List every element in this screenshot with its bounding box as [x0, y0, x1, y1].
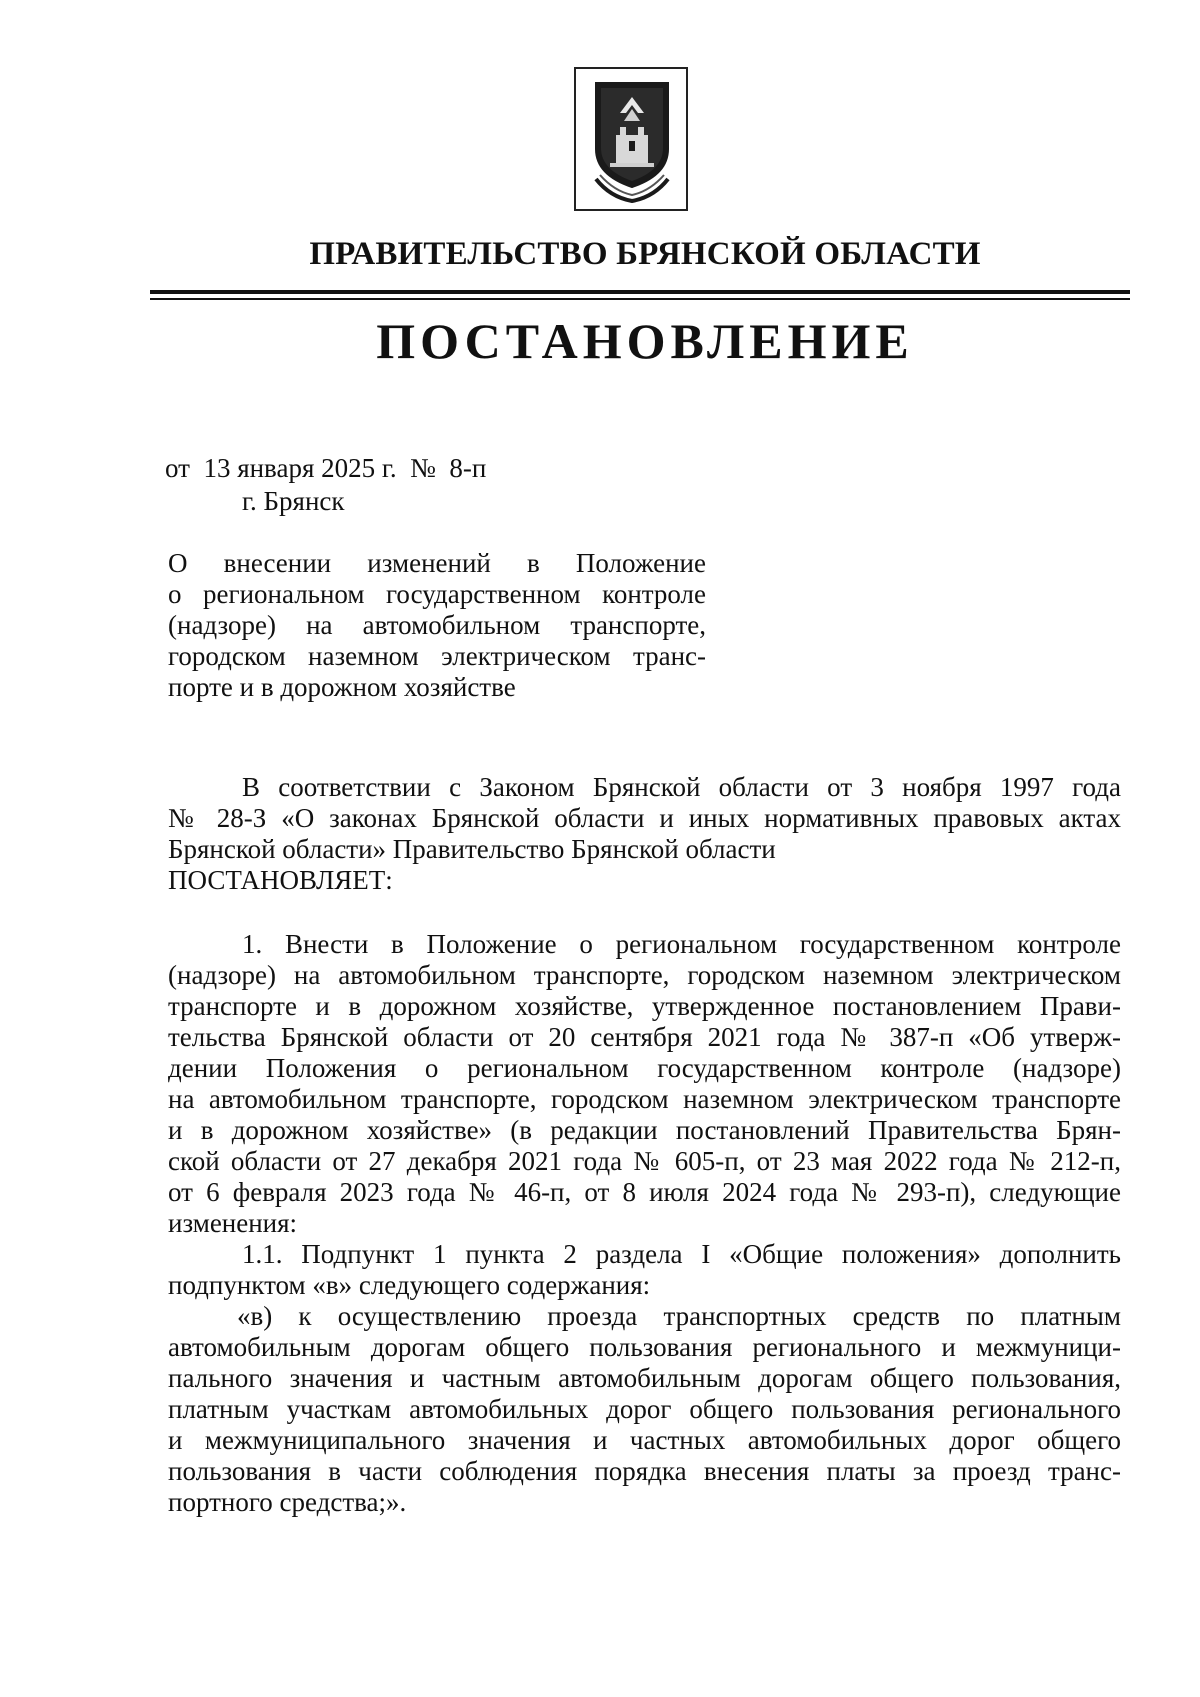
document-type: ПОСТАНОВЛЕНИЕ	[376, 313, 914, 369]
preamble-line: В соответствии с Законом Брянской области от 3 ноября 1997 года	[242, 772, 1121, 802]
subject-line: (надзоре) на автомобильном транспорте,	[168, 610, 706, 640]
document-body	[168, 772, 1121, 1518]
item1-line: (надзоре) на автомобильном транспорте, городском наземном электрическом	[168, 960, 1121, 990]
subject-line: О внесении изменений в Положение	[168, 548, 706, 578]
item1-line: тельства Брянской области от 20 сентября 2021 года № 387-п «Об утверж-	[168, 1022, 1121, 1052]
item1-line: 1. Внести в Положение о региональном государственном контроле	[242, 929, 1121, 959]
item1-line: транспорте и в дорожном хозяйстве, утвержденное постановлением Прави-	[168, 991, 1121, 1021]
subject-line: о региональном государственном контроле	[168, 579, 706, 609]
subitem-line: платным участкам автомобильных дорог общего пользования регионального	[168, 1394, 1121, 1424]
item11-line: подпунктом «в» следующего содержания:	[168, 1270, 651, 1300]
subitem-line: пального значения и частным автомобильным дорогам общего пользования,	[168, 1363, 1121, 1393]
item1-line: на автомобильном транспорте, городском наземном электрическом транспорте	[168, 1084, 1121, 1114]
item11-line: 1.1. Подпункт 1 пункта 2 раздела I «Общие положения» дополнить	[242, 1239, 1121, 1269]
subject-line: порте и в дорожном хозяйстве	[168, 672, 516, 702]
preamble-line: Брянской области» Правительство Брянской области	[168, 834, 776, 864]
header-divider-thick	[150, 290, 1130, 294]
resolves-word: ПОСТАНОВЛЯЕТ:	[168, 865, 393, 895]
emblem-frame	[574, 67, 688, 211]
item1-line: дении Положения о региональном государственном контроле (надзоре)	[168, 1053, 1121, 1083]
subject-line: городском наземном электрическом транс-	[168, 641, 706, 671]
subitem-line: и межмуниципального значения и частных автомобильных дорог общего	[168, 1425, 1121, 1455]
item1-line: изменения:	[168, 1208, 298, 1238]
header-divider-thin	[150, 298, 1130, 300]
authority-name: ПРАВИТЕЛЬСТВО БРЯНСКОЙ ОБЛАСТИ	[309, 236, 981, 272]
subitem-line: автомобильным дорогам общего пользования регионального и межмуници-	[168, 1332, 1121, 1362]
date-number-line: от 13 января 2025 г. № 8-п	[165, 453, 487, 483]
city: г. Брянск	[242, 486, 345, 516]
coat-of-arms-icon	[590, 75, 674, 205]
subject-block	[168, 548, 706, 703]
item1-line: от 6 февраля 2023 года № 46-п, от 8 июля 2024 года № 293-п), следующие	[168, 1177, 1121, 1207]
subitem-line: «в) к осуществлению проезда транспортных средств по платным	[237, 1301, 1121, 1331]
preamble-line: № 28-З «О законах Брянской области и иных нормативных правовых актах	[168, 803, 1121, 833]
subitem-line: пользования в части соблюдения порядка внесения платы за проезд транс-	[168, 1456, 1121, 1486]
item1-line: и в дорожном хозяйстве» (в редакции постановлений Правительства Брян-	[168, 1115, 1121, 1145]
subitem-line: портного средства;».	[168, 1487, 407, 1517]
item1-line: ской области от 27 декабря 2021 года № 605-п, от 23 мая 2022 года № 212-п,	[168, 1146, 1121, 1176]
